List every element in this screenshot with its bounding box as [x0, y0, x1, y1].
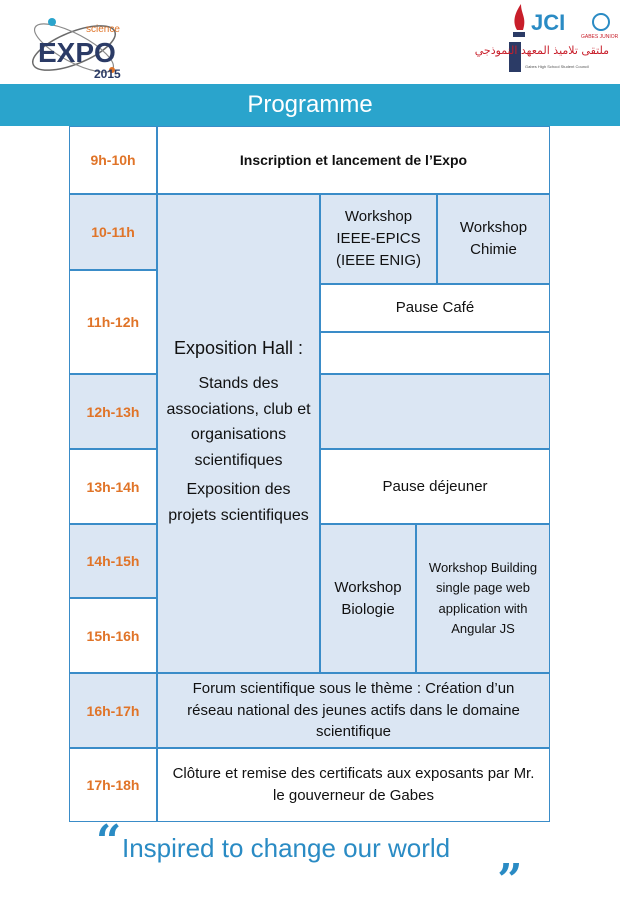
event-workshop-ieee: Workshop IEEE-EPICS (IEEE ENIG) [320, 194, 437, 284]
event-workshop-web: Workshop Building single page web application with Angular JS [416, 524, 550, 673]
time-10-11: 10-11h [69, 194, 157, 270]
time-17-18: 17h-18h [69, 748, 157, 822]
time-15-16: 15h-16h [69, 598, 157, 673]
close-quote-mark: „ [498, 830, 524, 881]
empty-slot-1 [320, 332, 550, 374]
event-opening: Inscription et lancement de l’Expo [157, 126, 550, 194]
event-workshop-chimie: Workshop Chimie [437, 194, 550, 284]
science-expo-logo [22, 4, 142, 84]
open-quote-mark: “ [96, 816, 122, 867]
time-11-12: 11h-12h [69, 270, 157, 374]
event-pause-cafe: Pause Café [320, 284, 550, 332]
time-16-17: 16h-17h [69, 673, 157, 748]
expo-small-text: science [86, 24, 120, 35]
event-forum: Forum scientifique sous le thème : Création d’un réseau national des jeunes actifs dans le domaine scientifique [157, 673, 550, 748]
jci-sub-text: GABES JUNIOR [581, 34, 619, 40]
quote-text: Inspired to change our world [122, 833, 451, 863]
event-exposition-hall [157, 194, 320, 673]
hall-title: Exposition Hall : [173, 338, 304, 359]
time-14-15: 14h-15h [69, 524, 157, 598]
arabic-text: ملتقى تلاميذ المعهد النموذجي [474, 44, 609, 57]
expo-year-text: 2015 [94, 67, 121, 81]
event-workshop-biologie: Workshop Biologie [320, 524, 416, 673]
jci-small-text: Gabes High School Student Council [525, 64, 589, 69]
time-12-13: 12h-13h [69, 374, 157, 449]
jci-logo [474, 2, 619, 84]
programme-banner: Programme [0, 84, 620, 126]
event-pause-dejeuner: Pause déjeuner [320, 449, 550, 524]
jci-text: JCI [531, 10, 566, 35]
footer-quote [96, 816, 526, 881]
event-closing: Clôture et remise des certificats aux exposants par Mr. le gouverneur de Gabes [157, 748, 550, 822]
empty-slot-2 [320, 374, 550, 449]
hall-stands: Stands des associations, club et organisations scientifiques [166, 375, 311, 469]
time-9-10: 9h-10h [69, 126, 157, 194]
hall-projets: Exposition des projets scientifiques [168, 481, 309, 525]
time-13-14: 13h-14h [69, 449, 157, 524]
expo-big-text: EXPO [38, 37, 116, 68]
